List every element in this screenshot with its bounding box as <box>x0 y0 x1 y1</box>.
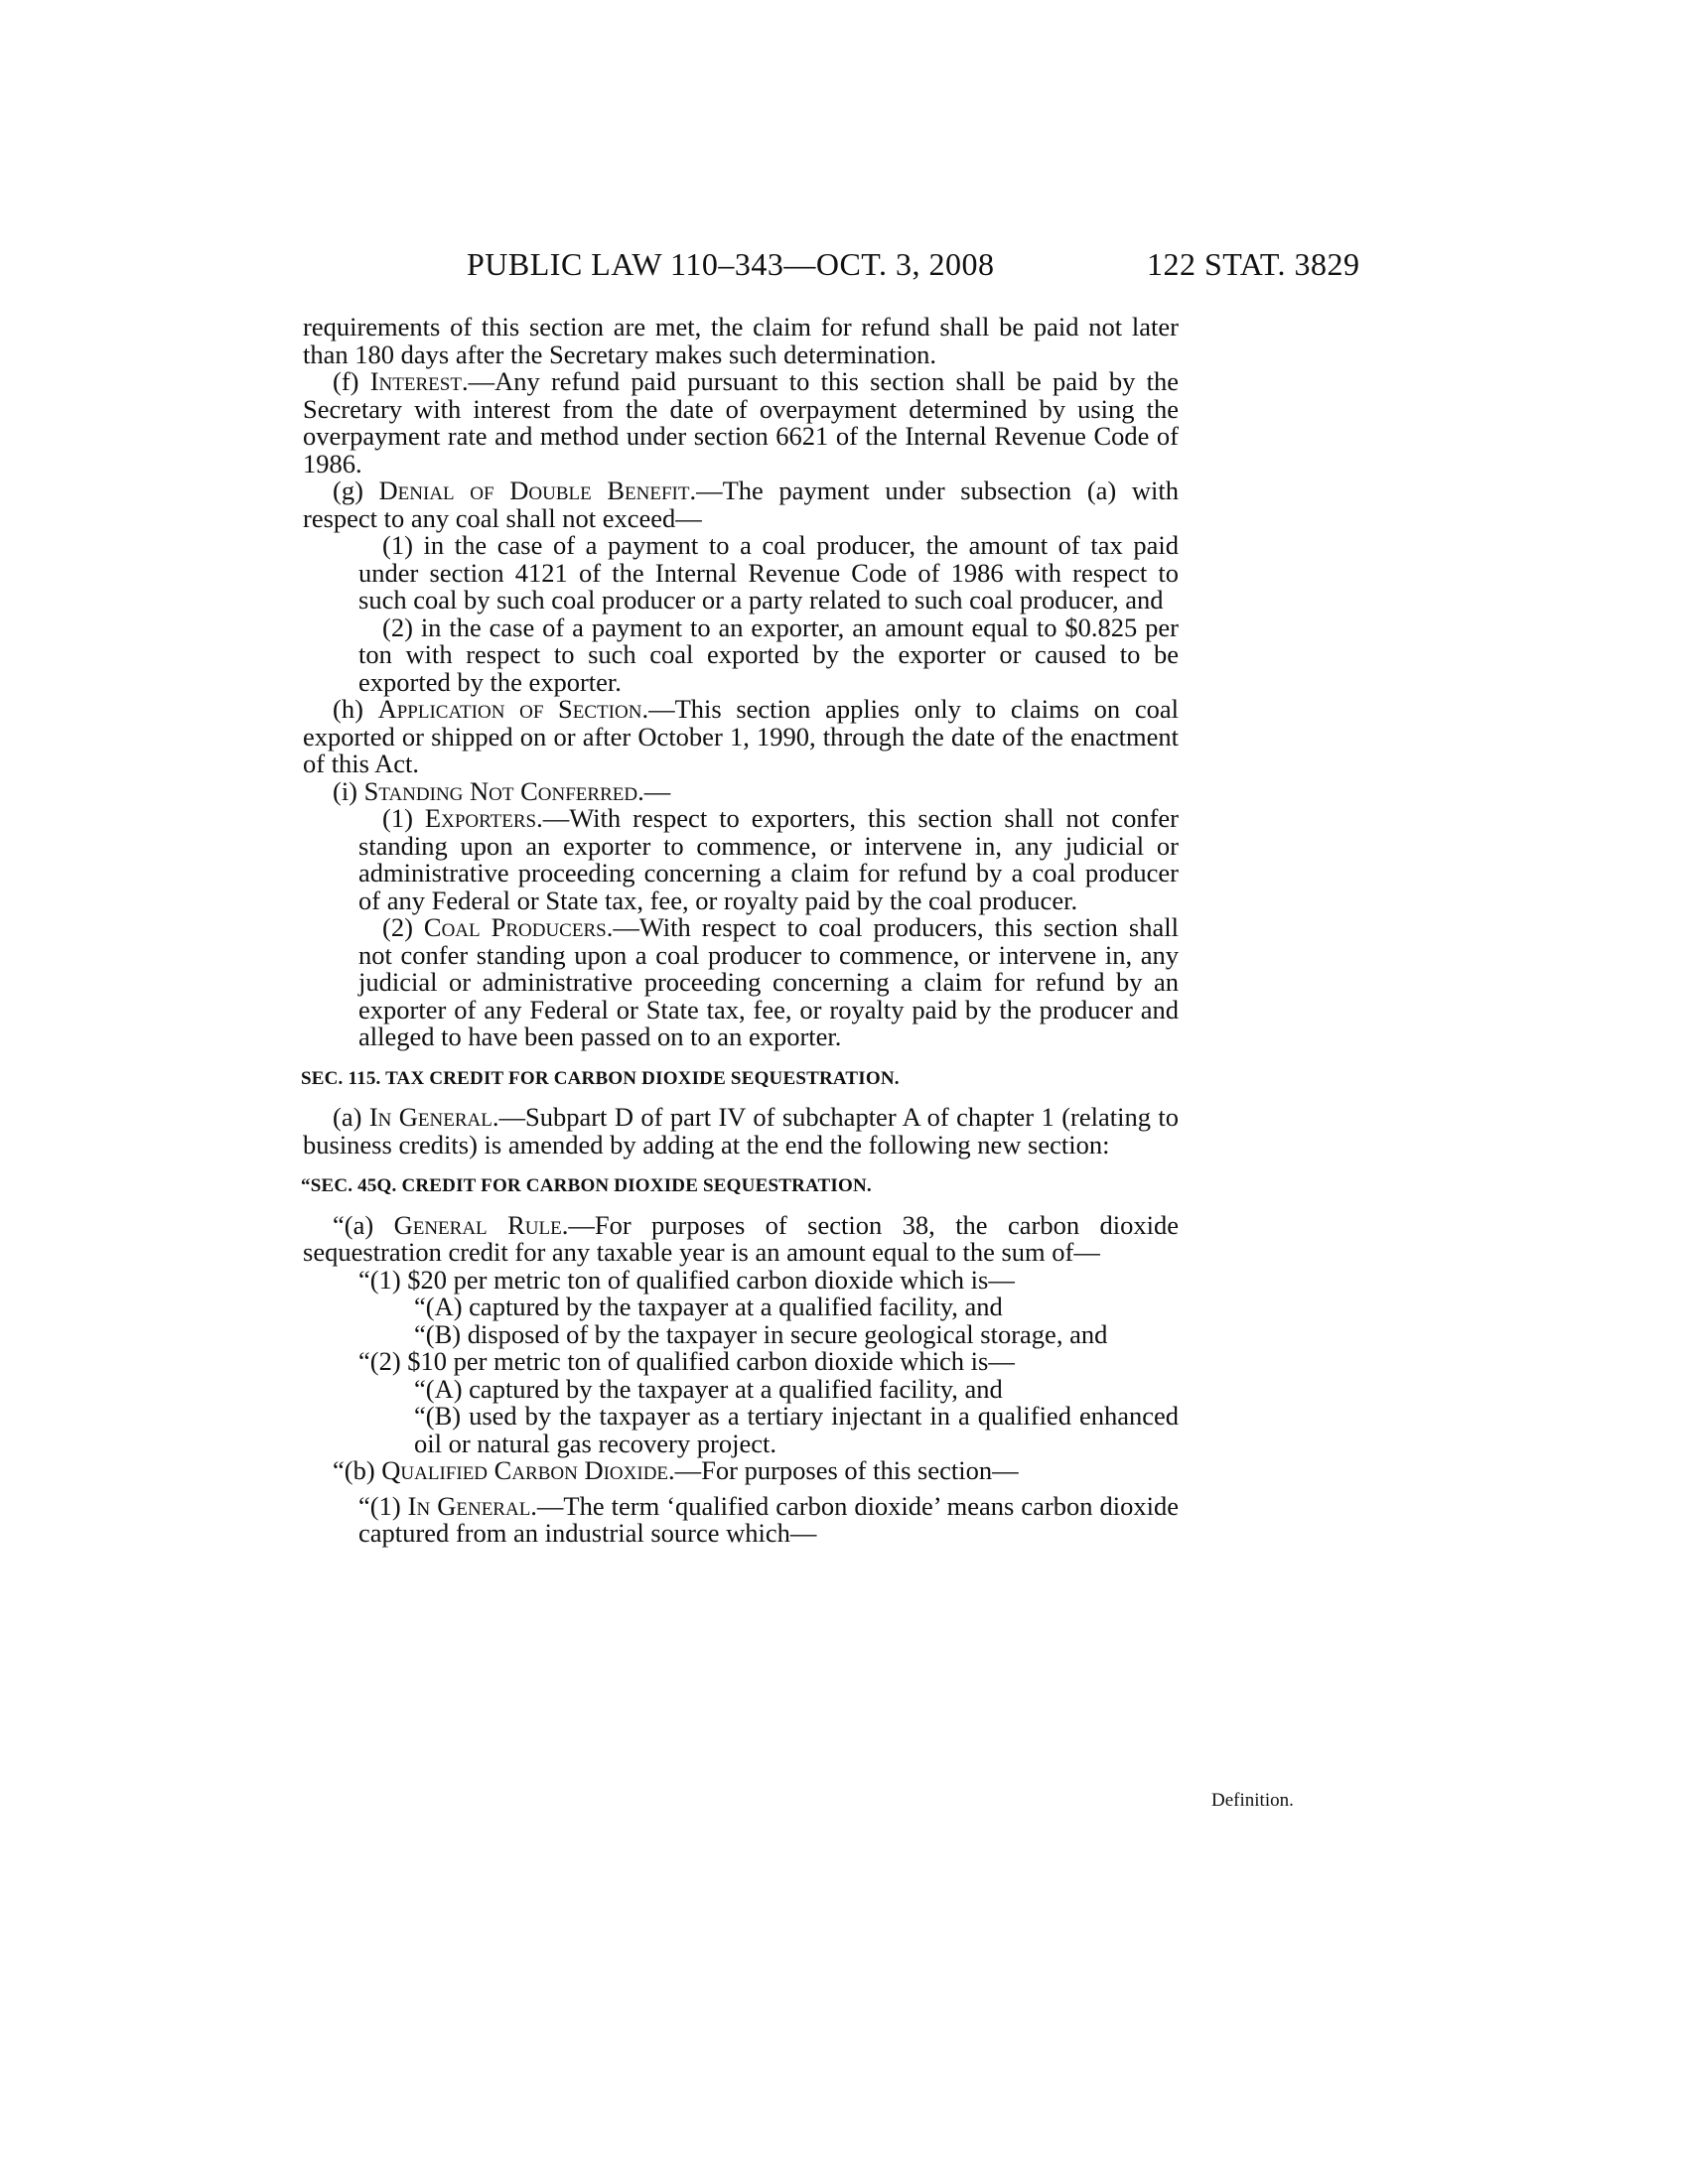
subparagraph-45q-a1A: “(A) captured by the taxpayer at a qualified facility, and <box>414 1292 1003 1321</box>
subsection-g-heading: Denial of Double Benefit <box>378 476 690 505</box>
paragraph-i1-heading: Exporters <box>424 803 537 833</box>
paragraph-g2: (2) in the case of a payment to an exporter, an amount equal to $0.825 per ton with respect to such coal exported by the exporter or caused to be exported by the exporter. <box>358 612 1179 697</box>
paragraph-i2: (2) Coal Producers.—With respect to coal producers, this section shall not confer standing upon a coal producer to commence, or intervene in, any judicial or administrative proceeding concerning a claim for refund by an exporter of any Federal or State tax, fee, or royalty paid by the producer and alleged to have been passed on to an exporter. <box>358 912 1179 1051</box>
paragraph-45q-a2: “(2) $10 per metric ton of qualified carbon dioxide which is— <box>358 1346 1015 1376</box>
subsection-45q-b-heading: Qualified Carbon Dioxide <box>381 1455 669 1485</box>
subsection-f: (f) Interest.—Any refund paid pursuant to this section shall be paid by the Secretary with interest from the date of overpayment determined by using the overpayment rate and method under section 6621 of the Internal Revenue Code of 1986. <box>303 366 1179 478</box>
subsection-h: (h) Application of Section.—This section applies only to claims on coal exported or shipped on or after October 1, 1990, through the date of the enactment of this Act. <box>303 694 1179 778</box>
subsection-i-heading: Standing Not Conferred <box>363 775 638 806</box>
subsection-45q-a-heading: General Rule <box>393 1209 562 1240</box>
section-45q-heading: “SEC. 45Q. CREDIT FOR CARBON DIOXIDE SEQUESTRATION. <box>301 1175 872 1196</box>
subsection-f-heading: Interest <box>369 366 462 396</box>
subsection-g: (g) Denial of Double Benefit.—The payment under subsection (a) with respect to any coal shall not exceed— <box>303 476 1179 533</box>
paragraph-g1: (1) in the case of a payment to a coal producer, the amount of tax paid under section 4121 of the Internal Revenue Code of 1986 with respect to such coal by such coal producer or a party related to such coal producer, and <box>358 530 1179 614</box>
subsection-45q-a: “(a) General Rule.—For purposes of section 38, the carbon dioxide sequestration credit for any taxable year is an amount equal to the sum of— <box>303 1209 1179 1267</box>
subsection-a-heading: In General <box>368 1102 492 1132</box>
paragraph-continuation: requirements of this section are met, the claim for refund shall be paid not later than 180 days after the Secretary makes such determination. <box>303 312 1179 369</box>
subparagraph-45q-a2A: “(A) captured by the taxpayer at a qualified facility, and <box>414 1373 1003 1404</box>
section-115-heading: SEC. 115. TAX CREDIT FOR CARBON DIOXIDE SEQUESTRATION. <box>301 1067 900 1089</box>
paragraph-45q-a1: “(1) $20 per metric ton of qualified carbon dioxide which is— <box>358 1264 1015 1295</box>
subsection-45q-b: “(b) Qualified Carbon Dioxide.—For purposes of this section— <box>333 1455 1019 1485</box>
subsection-i: (i) Standing Not Conferred.— <box>333 775 671 806</box>
subsection-h-heading: Application of Section <box>377 694 642 724</box>
page-body <box>303 314 1179 1548</box>
paragraph-45q-b1: “(1) In General.—The term ‘qualified carbon dioxide’ means carbon dioxide captured from an industrial source which— <box>358 1490 1179 1548</box>
subparagraph-45q-a2B: “(B) used by the taxpayer as a tertiary injectant in a qualified enhanced oil or natural gas recovery project. <box>414 1401 1179 1458</box>
marginal-note-definition: Definition. <box>1211 1790 1294 1811</box>
paragraph-i1: (1) Exporters.—With respect to exporters, this section shall not confer standing upon an exporter to commence, or intervene in, any judicial or administrative proceeding concerning a claim for refund by a coal producer of any Federal or State tax, fee, or royalty paid by the coal producer. <box>358 803 1179 915</box>
subsection-a: (a) In General.—Subpart D of part IV of subchapter A of chapter 1 (relating to business credits) is amended by adding at the end the following new section: <box>303 1102 1179 1160</box>
subparagraph-45q-a1B: “(B) disposed of by the taxpayer in secure geological storage, and <box>414 1318 1108 1349</box>
running-head-title: PUBLIC LAW 110–343—OCT. 3, 2008 <box>467 246 995 282</box>
paragraph-i2-heading: Coal Producers <box>423 912 607 942</box>
paragraph-45q-b1-heading: In General <box>407 1490 531 1521</box>
statute-page-number: 122 STAT. 3829 <box>1147 246 1360 282</box>
